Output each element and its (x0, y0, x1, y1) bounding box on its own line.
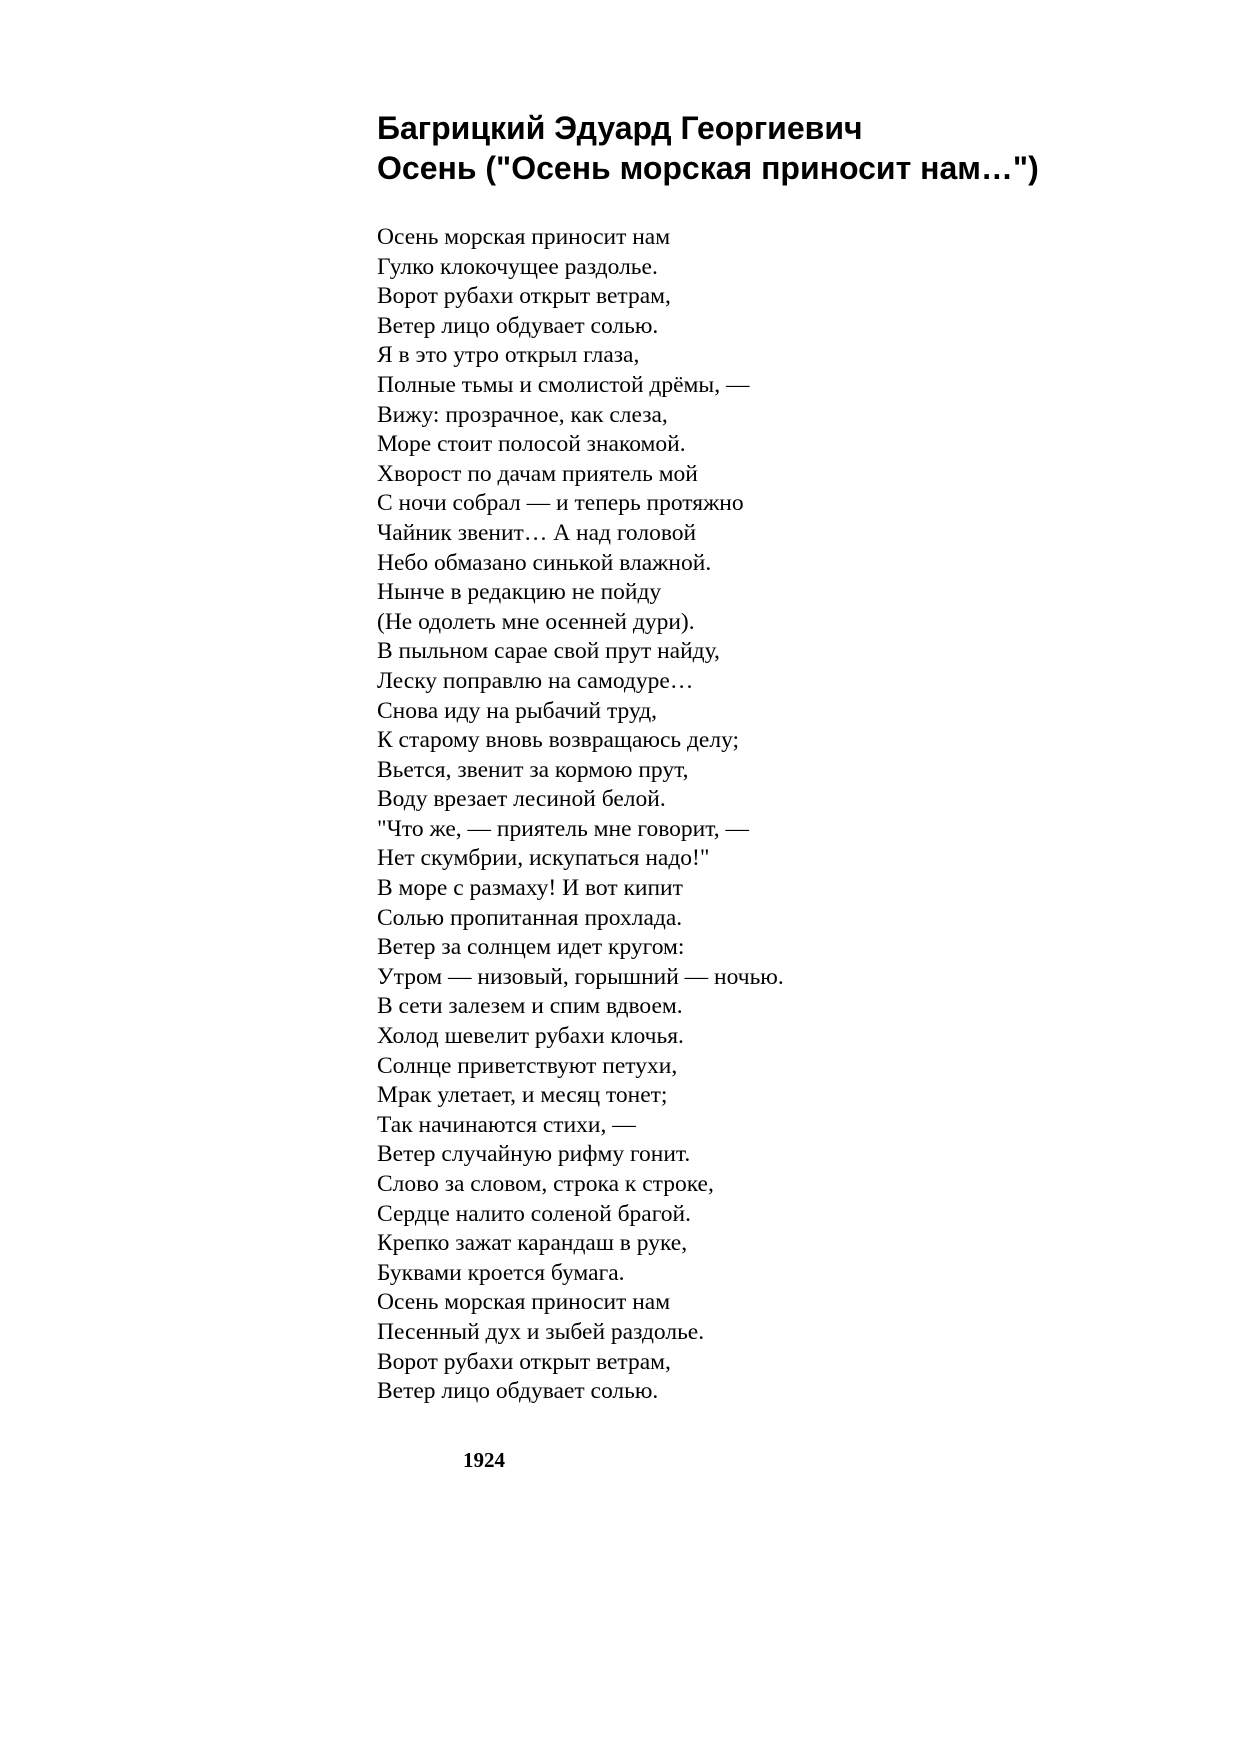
poem-line: К старому вновь возвращаюсь делу; (377, 727, 740, 754)
poem-line: Буквами кроется бумага. (377, 1259, 625, 1286)
poem-line: Солнце приветствуют петухи, (377, 1052, 678, 1079)
poem-line: Утром — низовый, горышний — ночью. (377, 963, 784, 990)
poem-line: Сердце налито соленой брагой. (377, 1200, 691, 1227)
poem-title: Осень ("Осень морская приносит нам…") (377, 150, 1039, 186)
poem-line: Воду врезает лесиной белой. (377, 786, 666, 813)
poem-line: Хворост по дачам приятель мой (377, 460, 698, 487)
poem-line: Ветер случайную рифму гонит. (377, 1141, 691, 1168)
poem-line: Мрак улетает, и месяц тонет; (377, 1082, 668, 1109)
poem-line: Ворот рубахи открыт ветрам, (377, 283, 671, 310)
author-name: Багрицкий Эдуард Георгиевич (377, 110, 863, 146)
poem-body (377, 223, 1137, 1407)
poem-line: Ветер лицо обдувает солью. (377, 312, 659, 339)
poem-line: Гулко клокочущее раздолье. (377, 253, 658, 280)
poem-line: Осень морская приносит нам (377, 1289, 671, 1316)
poem-line: Я в это утро открыл глаза, (377, 342, 640, 369)
document-header (377, 108, 1197, 188)
poem-line: "Что же, — приятель мне говорит, — (377, 815, 749, 842)
poem-line: Ворот рубахи открыт ветрам, (377, 1348, 671, 1375)
poem-line: (Не одолеть мне осенней дури). (377, 608, 695, 635)
poem-line: Полные тьмы и смолистой дрёмы, — (377, 371, 750, 398)
poem-line: Осень морская приносит нам (377, 224, 671, 250)
poem-line: Вьется, звенит за кормою прут, (377, 756, 689, 783)
poem-line: Небо обмазано синькой влажной. (377, 549, 712, 576)
poem-line: Нет скумбрии, искупаться надо!" (377, 845, 710, 872)
poem-line: Ветер за солнцем идет кругом: (377, 934, 685, 961)
poem-year: 1924 (463, 1448, 505, 1472)
poem-line: Нынче в редакцию не пойду (377, 579, 662, 606)
poem-line: Снова иду на рыбачий труд, (377, 697, 658, 724)
poem-line: Леску поправлю на самодуре… (377, 667, 694, 694)
poem-line: В сети залезем и спим вдвоем. (377, 993, 683, 1020)
poem-line: Слово за словом, строка к строке, (377, 1171, 714, 1197)
poem-line: Холод шевелит рубахи клочья. (377, 1023, 684, 1050)
poem-line: Так начинаются стихи, — (377, 1111, 636, 1138)
poem-line: Вижу: прозрачное, как слеза, (377, 401, 668, 428)
poem-line: Солью пропитанная прохлада. (377, 904, 683, 931)
poem-line: С ночи собрал — и теперь протяжно (377, 490, 744, 517)
poem-line: Крепко зажат карандаш в руке, (377, 1230, 688, 1257)
poem-line: В пыльном сарае свой прут найду, (377, 638, 720, 665)
poem-line: Ветер лицо обдувает солью. (377, 1378, 659, 1405)
poem-line: Море стоит полосой знакомой. (377, 431, 686, 458)
poem-line: В море с размаху! И вот кипит (377, 875, 683, 902)
poem-line: Чайник звенит… А над головой (377, 519, 697, 546)
poem-line: Песенный дух и зыбей раздолье. (377, 1318, 705, 1345)
